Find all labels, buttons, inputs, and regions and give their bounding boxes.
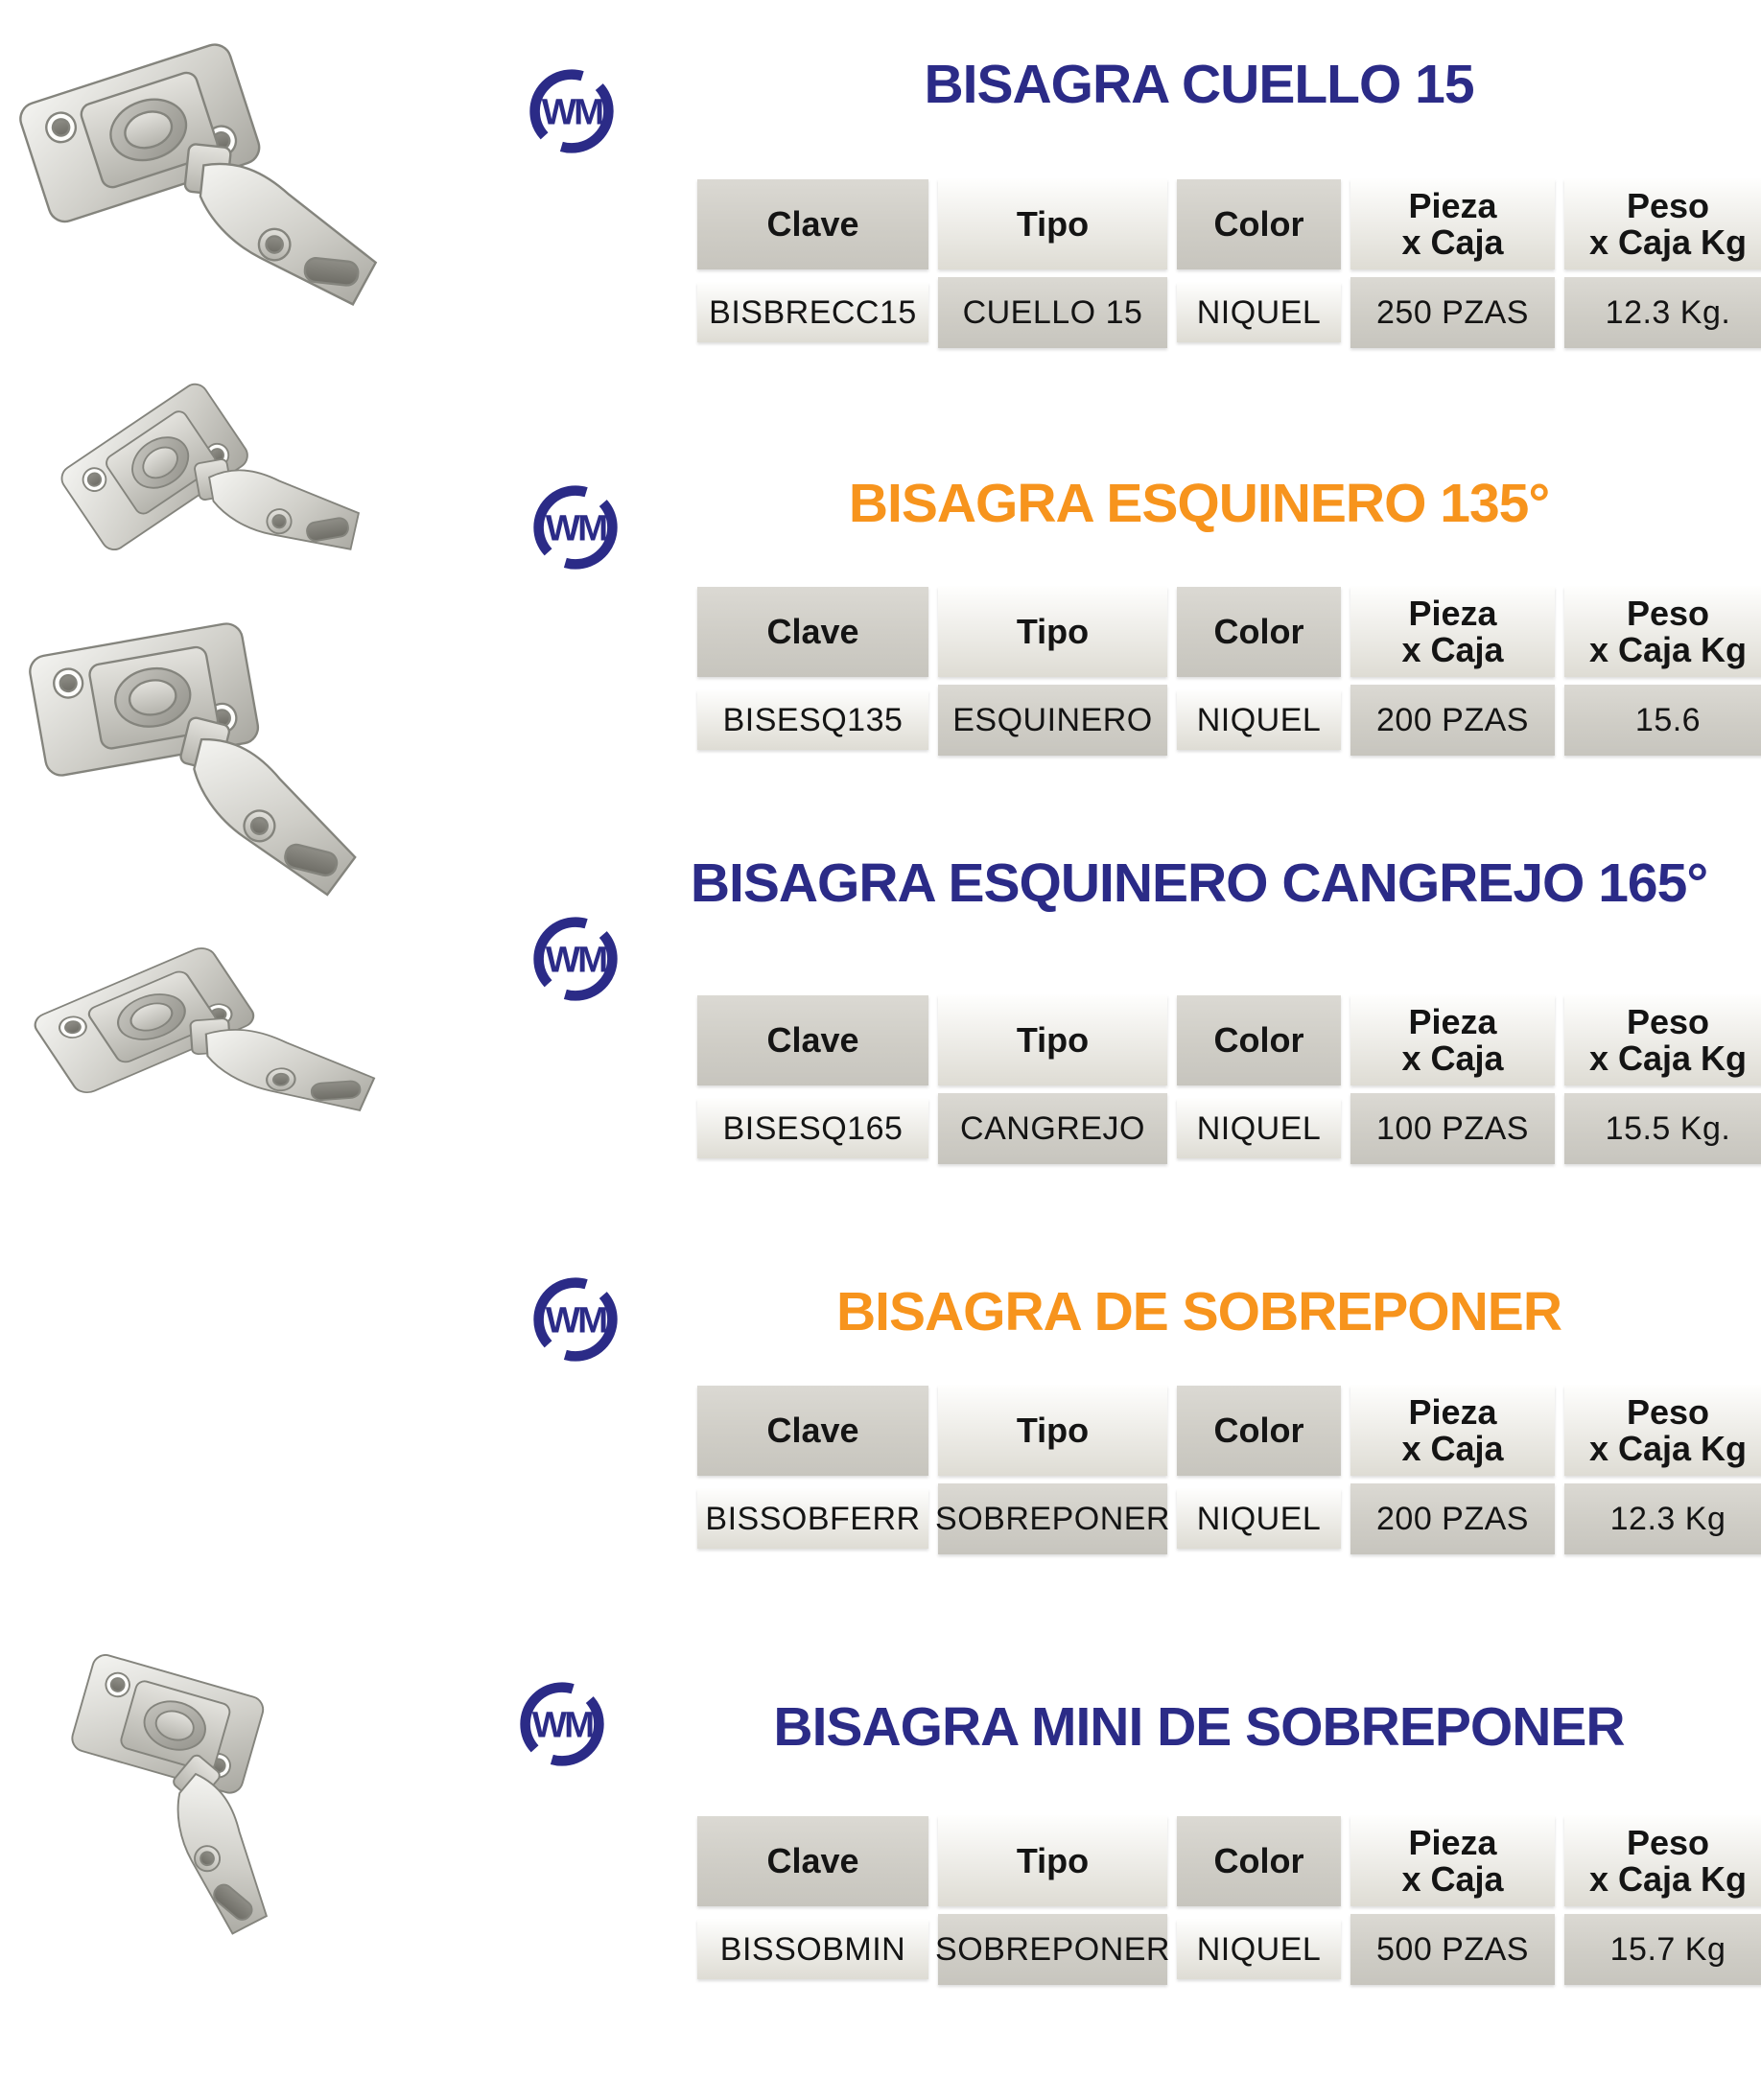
brand-logo-icon [526, 65, 618, 157]
cell-clave: BISSOBMIN [697, 1920, 928, 1979]
column-header-pieza-x-caja: Pieza x Caja [1350, 1386, 1555, 1476]
cell-color: NIQUEL [1177, 1099, 1341, 1158]
column-header-tipo: Tipo [938, 1816, 1167, 1906]
column-header-clave: Clave [697, 1386, 928, 1476]
product-title: BISAGRA ESQUINERO CANGREJO 165° [690, 852, 1708, 914]
column-header-pieza-x-caja: Pieza x Caja [1350, 179, 1555, 269]
cell-tipo: CANGREJO [938, 1093, 1167, 1164]
hinge-illustration [0, 561, 436, 921]
cell-peso: 12.3 Kg. [1564, 277, 1761, 348]
cell-peso: 15.7 Kg [1564, 1914, 1761, 1985]
cell-pieza: 250 PZAS [1350, 277, 1555, 348]
brand-logo [516, 1678, 608, 1770]
cell-color: NIQUEL [1177, 283, 1341, 342]
cell-tipo: CUELLO 15 [938, 277, 1167, 348]
cell-tipo: ESQUINERO [938, 685, 1167, 756]
product-title: BISAGRA DE SOBREPONER [836, 1281, 1561, 1342]
cell-color: NIQUEL [1177, 1489, 1341, 1549]
brand-logo-icon [529, 481, 622, 573]
cell-peso: 15.6 [1564, 685, 1761, 756]
cell-pieza: 100 PZAS [1350, 1093, 1555, 1164]
column-header-tipo: Tipo [938, 179, 1167, 269]
brand-logo [529, 481, 622, 573]
brand-logo-text: WM [545, 1299, 606, 1342]
hinge-illustration [0, 1558, 419, 1996]
product-table [697, 1816, 1761, 1985]
cell-clave: BISBRECC15 [697, 283, 928, 342]
column-header-color: Color [1177, 179, 1341, 269]
brand-logo-icon [529, 913, 622, 1005]
cell-clave: BISESQ135 [697, 690, 928, 750]
brand-logo-text: WM [545, 939, 606, 981]
brand-logo [526, 65, 618, 157]
product-table [697, 587, 1761, 756]
column-header-pieza-x-caja: Pieza x Caja [1350, 587, 1555, 677]
hinge-illustration [12, 923, 409, 1144]
column-header-peso-x-caja-kg: Peso x Caja Kg [1564, 587, 1761, 677]
product-table [697, 1386, 1761, 1554]
brand-logo-text: WM [531, 1704, 593, 1746]
product-table [697, 995, 1761, 1164]
product-table [697, 179, 1761, 348]
product-photo [19, 909, 403, 1158]
cell-tipo: SOBREPONER [938, 1914, 1167, 1985]
brand-logo-text: WM [541, 91, 602, 133]
column-header-tipo: Tipo [938, 587, 1167, 677]
column-header-clave: Clave [697, 587, 928, 677]
brand-logo [529, 913, 622, 1005]
column-header-peso-x-caja-kg: Peso x Caja Kg [1564, 995, 1761, 1085]
cell-pieza: 500 PZAS [1350, 1914, 1555, 1985]
brand-logo-icon [529, 1273, 622, 1365]
column-header-color: Color [1177, 1816, 1341, 1906]
column-header-peso-x-caja-kg: Peso x Caja Kg [1564, 1386, 1761, 1476]
column-header-color: Color [1177, 995, 1341, 1085]
product-photo [43, 357, 384, 596]
product-photo [8, 609, 406, 873]
product-photo [8, 27, 411, 305]
column-header-tipo: Tipo [938, 1386, 1167, 1476]
product-title: BISAGRA MINI DE SOBREPONER [773, 1696, 1625, 1758]
cell-color: NIQUEL [1177, 1920, 1341, 1979]
product-photo [29, 1619, 369, 1935]
column-header-clave: Clave [697, 179, 928, 269]
cell-peso: 15.5 Kg. [1564, 1093, 1761, 1164]
cell-peso: 12.3 Kg [1564, 1483, 1761, 1554]
column-header-color: Color [1177, 1386, 1341, 1476]
column-header-tipo: Tipo [938, 995, 1167, 1085]
product-title: BISAGRA CUELLO 15 [924, 54, 1474, 115]
brand-logo-text: WM [545, 507, 606, 549]
column-header-clave: Clave [697, 1816, 928, 1906]
cell-clave: BISSOBFERR [697, 1489, 928, 1549]
cell-clave: BISESQ165 [697, 1099, 928, 1158]
column-header-peso-x-caja-kg: Peso x Caja Kg [1564, 1816, 1761, 1906]
column-header-pieza-x-caja: Pieza x Caja [1350, 1816, 1555, 1906]
column-header-color: Color [1177, 587, 1341, 677]
cell-pieza: 200 PZAS [1350, 685, 1555, 756]
cell-tipo: SOBREPONER [938, 1483, 1167, 1554]
column-header-peso-x-caja-kg: Peso x Caja Kg [1564, 179, 1761, 269]
column-header-clave: Clave [697, 995, 928, 1085]
cell-color: NIQUEL [1177, 690, 1341, 750]
column-header-pieza-x-caja: Pieza x Caja [1350, 995, 1555, 1085]
brand-logo-icon [516, 1678, 608, 1770]
cell-pieza: 200 PZAS [1350, 1483, 1555, 1554]
brand-logo [529, 1273, 622, 1365]
hinge-illustration [40, 340, 387, 612]
product-title: BISAGRA ESQUINERO 135° [848, 473, 1550, 534]
hinge-illustration [0, 7, 424, 325]
